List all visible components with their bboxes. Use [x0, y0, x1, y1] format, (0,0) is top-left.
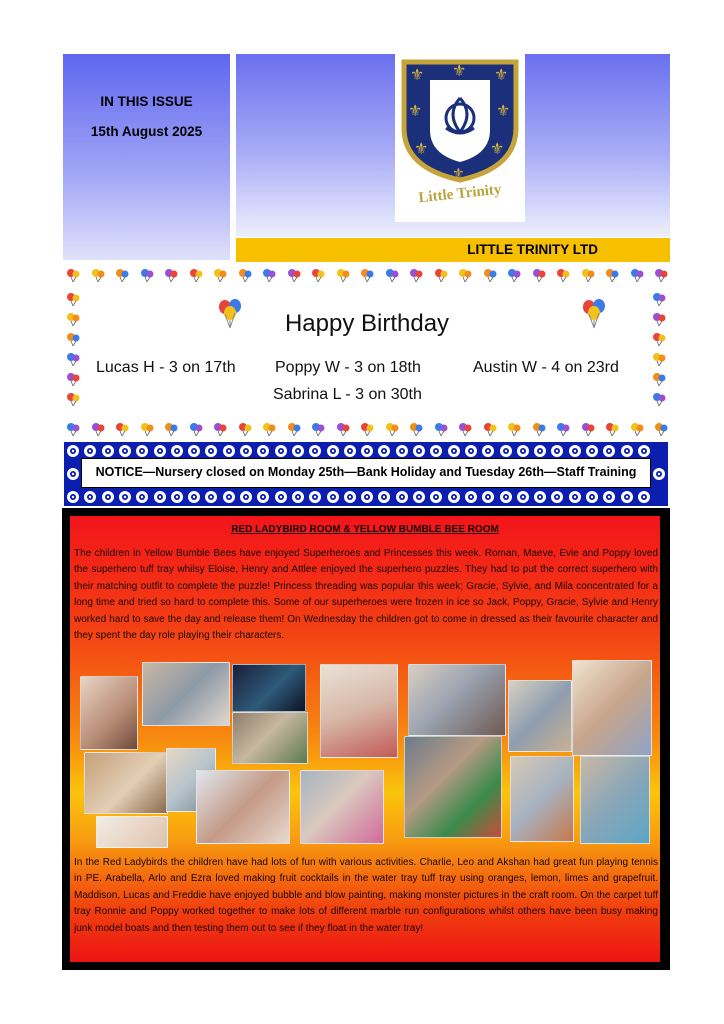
balloon-icon — [409, 268, 423, 282]
flower-icon — [274, 490, 288, 504]
flower-icon — [256, 444, 270, 458]
balloon-icon — [213, 268, 227, 282]
flower-icon — [637, 444, 651, 458]
balloon-icon — [483, 422, 497, 436]
balloon-icon — [458, 268, 472, 282]
balloon-icon — [66, 332, 80, 346]
flower-icon — [291, 444, 305, 458]
issue-label: IN THIS ISSUE — [100, 94, 193, 109]
flower-icon — [429, 490, 443, 504]
flower-icon — [412, 490, 426, 504]
flower-icon — [568, 444, 582, 458]
balloon-icon — [91, 422, 105, 436]
flower-icon — [395, 490, 409, 504]
flower-icon — [187, 444, 201, 458]
balloon-icon — [66, 312, 80, 326]
photo — [580, 756, 650, 844]
photo — [80, 676, 138, 750]
flower-icon — [602, 444, 616, 458]
room-heading: RED LADYBIRD ROOM & YELLOW BUMBLE BEE ROOM — [231, 524, 499, 535]
flower-icon — [326, 444, 340, 458]
flower-icon — [239, 444, 253, 458]
flower-icon — [343, 444, 357, 458]
balloon-icon — [311, 268, 325, 282]
svg-text:⚜: ⚜ — [494, 65, 509, 84]
flower-icon — [308, 490, 322, 504]
flower-icon — [274, 444, 288, 458]
flower-icon — [187, 490, 201, 504]
svg-text:⚜: ⚜ — [414, 139, 429, 158]
flower-icon — [66, 444, 80, 458]
flower-icon — [66, 467, 80, 481]
flower-icon — [620, 490, 634, 504]
balloon-icon — [262, 268, 276, 282]
balloon-icon — [311, 422, 325, 436]
balloon-icon — [66, 352, 80, 366]
balloon-icon — [409, 422, 423, 436]
photo — [572, 660, 652, 756]
company-title-bar — [236, 238, 670, 262]
flower-icon — [620, 444, 634, 458]
issue-info-box — [63, 54, 230, 260]
balloon-icon — [238, 268, 252, 282]
svg-text:⚜: ⚜ — [490, 139, 505, 158]
flower-icon — [256, 490, 270, 504]
flower-icon — [481, 444, 495, 458]
birthday-entry: Sabrina L - 3 on 30th — [273, 386, 422, 403]
flower-icon — [377, 490, 391, 504]
photo — [142, 662, 230, 726]
balloon-icon — [336, 422, 350, 436]
notice-box — [81, 458, 651, 488]
balloon-icon — [507, 268, 521, 282]
balloon-icon — [66, 422, 80, 436]
flower-icon — [222, 490, 236, 504]
photo — [196, 770, 290, 844]
balloon-icon — [654, 422, 668, 436]
balloon-icon — [66, 372, 80, 386]
balloon-icon — [385, 422, 399, 436]
photo — [508, 680, 572, 752]
balloon-icon — [605, 268, 619, 282]
balloon-icon — [385, 268, 399, 282]
flower-icon — [326, 490, 340, 504]
balloon-icon — [434, 422, 448, 436]
flower-icon — [499, 444, 513, 458]
photo — [510, 756, 574, 842]
flower-icon — [429, 444, 443, 458]
photo — [320, 664, 398, 758]
balloon-icon — [532, 422, 546, 436]
svg-text:⚜: ⚜ — [452, 61, 467, 80]
flower-icon — [222, 444, 236, 458]
balloon-icon — [652, 312, 666, 326]
balloon-icon — [287, 422, 301, 436]
balloon-icon — [91, 268, 105, 282]
balloon-icon — [605, 422, 619, 436]
flower-icon — [377, 444, 391, 458]
balloon-icon — [189, 268, 203, 282]
flower-icon — [447, 444, 461, 458]
balloon-icon — [66, 268, 80, 282]
photo — [84, 752, 168, 814]
notice-text: NOTICE—Nursery closed on Monday 25th—Bank Holiday and Tuesday 26th—Staff Training — [95, 465, 637, 479]
flower-icon — [308, 444, 322, 458]
flower-icon — [83, 490, 97, 504]
balloon-icon — [140, 268, 154, 282]
birthday-entry: Lucas H - 3 on 17th — [96, 359, 236, 376]
flower-icon — [602, 490, 616, 504]
birthday-entry: Poppy W - 3 on 18th — [275, 359, 421, 376]
flower-icon — [204, 444, 218, 458]
flower-icon — [516, 444, 530, 458]
flower-icon — [533, 490, 547, 504]
flower-icon — [652, 467, 666, 481]
flower-icon — [412, 444, 426, 458]
flower-icon — [481, 490, 495, 504]
photo — [232, 664, 306, 712]
balloon-icon — [581, 268, 595, 282]
photo — [96, 816, 168, 848]
flower-icon — [101, 490, 115, 504]
balloon-icon — [287, 268, 301, 282]
balloon-icon — [652, 332, 666, 346]
balloon-icon — [115, 422, 129, 436]
flower-icon — [343, 490, 357, 504]
balloon-icon — [652, 392, 666, 406]
logo-text: Little Trinity — [417, 181, 503, 207]
balloon-icon — [532, 268, 546, 282]
svg-text:⚜: ⚜ — [410, 65, 425, 84]
flower-icon — [447, 490, 461, 504]
flower-icon — [135, 444, 149, 458]
balloon-icon — [556, 422, 570, 436]
flower-icon — [291, 490, 305, 504]
balloon-icon — [630, 268, 644, 282]
photo — [404, 736, 502, 838]
balloon-icon — [434, 268, 448, 282]
balloon-icon — [66, 392, 80, 406]
flower-icon — [360, 444, 374, 458]
flower-icon — [239, 490, 253, 504]
flower-icon — [568, 490, 582, 504]
birthday-entry: Austin W - 4 on 23rd — [473, 359, 619, 376]
balloon-icon — [66, 292, 80, 306]
ladybird-paragraph: In the Red Ladybirds the children have had lots of fun with various activities. Charlie, Leo and Akshan had great fun playing tennis in PE. Arabella, Arlo and Ezra loved making fruit cocktails in the water tray tuff tray using oranges, lemon, limes and grapefruit. Maddison, Lucas and Freddie have enjoyed bubble and blow painting, making monster pictures in the craft room. On the carpet tuff tray Ronnie and Poppy worked together to make lots of different marble run configurations whilst others have been busy making junk model boats and then testing them out to see if they float in the water tray! — [74, 857, 658, 934]
balloon-icon — [652, 352, 666, 366]
balloon-icon — [115, 268, 129, 282]
flower-icon — [170, 490, 184, 504]
flower-icon — [204, 490, 218, 504]
svg-text:⚜: ⚜ — [408, 101, 423, 120]
balloon-icon — [189, 422, 203, 436]
balloon-icon — [507, 422, 521, 436]
flower-icon — [533, 444, 547, 458]
flower-icon — [118, 444, 132, 458]
flower-icon — [101, 444, 115, 458]
svg-text:⚜: ⚜ — [496, 101, 511, 120]
balloon-icon — [213, 422, 227, 436]
balloon-icon — [630, 422, 644, 436]
flower-icon — [118, 490, 132, 504]
balloon-icon — [336, 268, 350, 282]
balloon-icon — [164, 422, 178, 436]
flower-icon — [585, 444, 599, 458]
balloon-icon — [360, 268, 374, 282]
flower-icon — [153, 444, 167, 458]
photo — [408, 664, 506, 736]
flower-icon — [395, 444, 409, 458]
flower-icon — [550, 444, 564, 458]
balloon-icon — [458, 422, 472, 436]
balloon-icon — [360, 422, 374, 436]
balloon-icon — [262, 422, 276, 436]
balloon-icon — [140, 422, 154, 436]
shield-logo-icon — [400, 58, 520, 183]
flower-icon — [585, 490, 599, 504]
flower-icon — [499, 490, 513, 504]
balloon-icon — [654, 268, 668, 282]
balloon-icon — [164, 268, 178, 282]
balloon-icon — [652, 372, 666, 386]
balloon-icon — [652, 292, 666, 306]
flower-icon — [464, 444, 478, 458]
company-name: LITTLE TRINITY LTD — [467, 242, 598, 257]
photo — [232, 712, 308, 764]
flower-icon — [66, 490, 80, 504]
flower-icon — [153, 490, 167, 504]
issue-date: 15th August 2025 — [90, 124, 203, 139]
flower-icon — [464, 490, 478, 504]
photo — [300, 770, 384, 844]
svg-text:⚜: ⚜ — [452, 166, 465, 182]
balloon-icon — [238, 422, 252, 436]
flower-icon — [637, 490, 651, 504]
balloon-icon — [556, 268, 570, 282]
flower-icon — [360, 490, 374, 504]
flower-icon — [83, 444, 97, 458]
flower-icon — [550, 490, 564, 504]
flower-icon — [516, 490, 530, 504]
balloon-icon — [483, 268, 497, 282]
birthday-title: Happy Birthday — [284, 310, 450, 337]
bumble-bee-paragraph: The children in Yellow Bumble Bees have enjoyed Superheroes and Princesses this week. Roman, Maeve, Evie and Poppy loved the superhero tuff tray whilsy Eloise, Henry and Attlee enjoyed the superhero puzzles. They had to put the correct superhero with their matching outfit to complete the puzzle! Princess threading was popular this week; Gracie, Sylvie, and Mila concentrated for a long time and tried so hard to complete this. Some of our superheroes were frozen in ice so Jack, Poppy, Gracie, Sylvie and Henry worked hard to save the day and release them! On Wednesday the children got to come in dressed as their favourite character and they spent the day role playing their characters. — [74, 548, 658, 642]
flower-icon — [170, 444, 184, 458]
balloon-icon — [581, 422, 595, 436]
flower-icon — [135, 490, 149, 504]
